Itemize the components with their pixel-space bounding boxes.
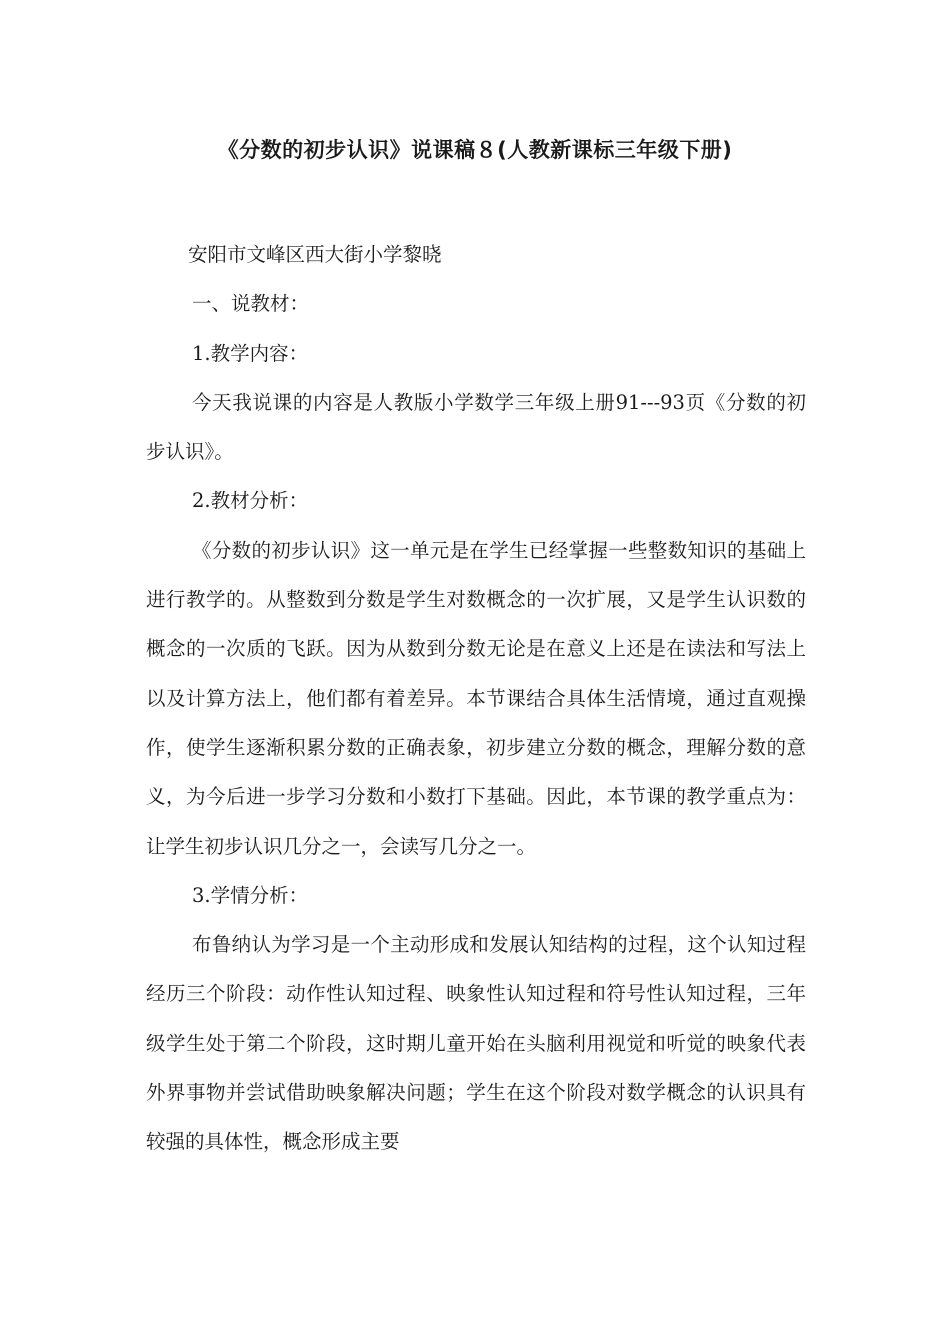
paragraph: 布鲁纳认为学习是一个主动形成和发展认知结构的过程，这个认知过程经历三个阶段：动作性认知过程、映象性认知过程和符号性认知过程，三年级学生处于第二个阶段，这时期儿童开始在头脑利用视觉和听觉的映象代表外界事物并尝试借助映象解决问题；学生在这个阶段对数学概念的认识具有较强的具体性，概念形成主要 bbox=[146, 933, 806, 1154]
author-line: 安阳市文峰区西大街小学黎晓 bbox=[188, 243, 442, 266]
section-heading: 一、说教材： bbox=[192, 292, 310, 316]
paragraph: 今天我说课的内容是人教版小学数学三年级上册91---93页《分数的初步认识》。 bbox=[146, 390, 806, 464]
document-title: 《分数的初步认识》说课稿８(人教新课标三年级下册) bbox=[217, 138, 733, 162]
subsection-heading: 2.教材分析： bbox=[192, 489, 309, 513]
document-body bbox=[146, 230, 806, 1167]
subsection-heading: 1.教学内容： bbox=[192, 341, 309, 365]
paragraph: 《分数的初步认识》这一单元是在学生已经掌握一些整数知识的基础上进行教学的。从整数到分数是学生对数概念的一次扩展，又是学生认识数的概念的一次质的飞跃。因为从数到分数无论是在意义上还是在读法和写法上以及计算方法上，他们都有着差异。本节课结合具体生活情境，通过直观操作，使学生逐渐积累分数的正确表象，初步建立分数的概念，理解分数的意义，为今后进一步学习分数和小数打下基础。因此，本节课的教学重点为：让学生初步认识几分之一，会读写几分之一。 bbox=[146, 538, 806, 858]
subsection-heading: 3.学情分析： bbox=[192, 883, 309, 907]
